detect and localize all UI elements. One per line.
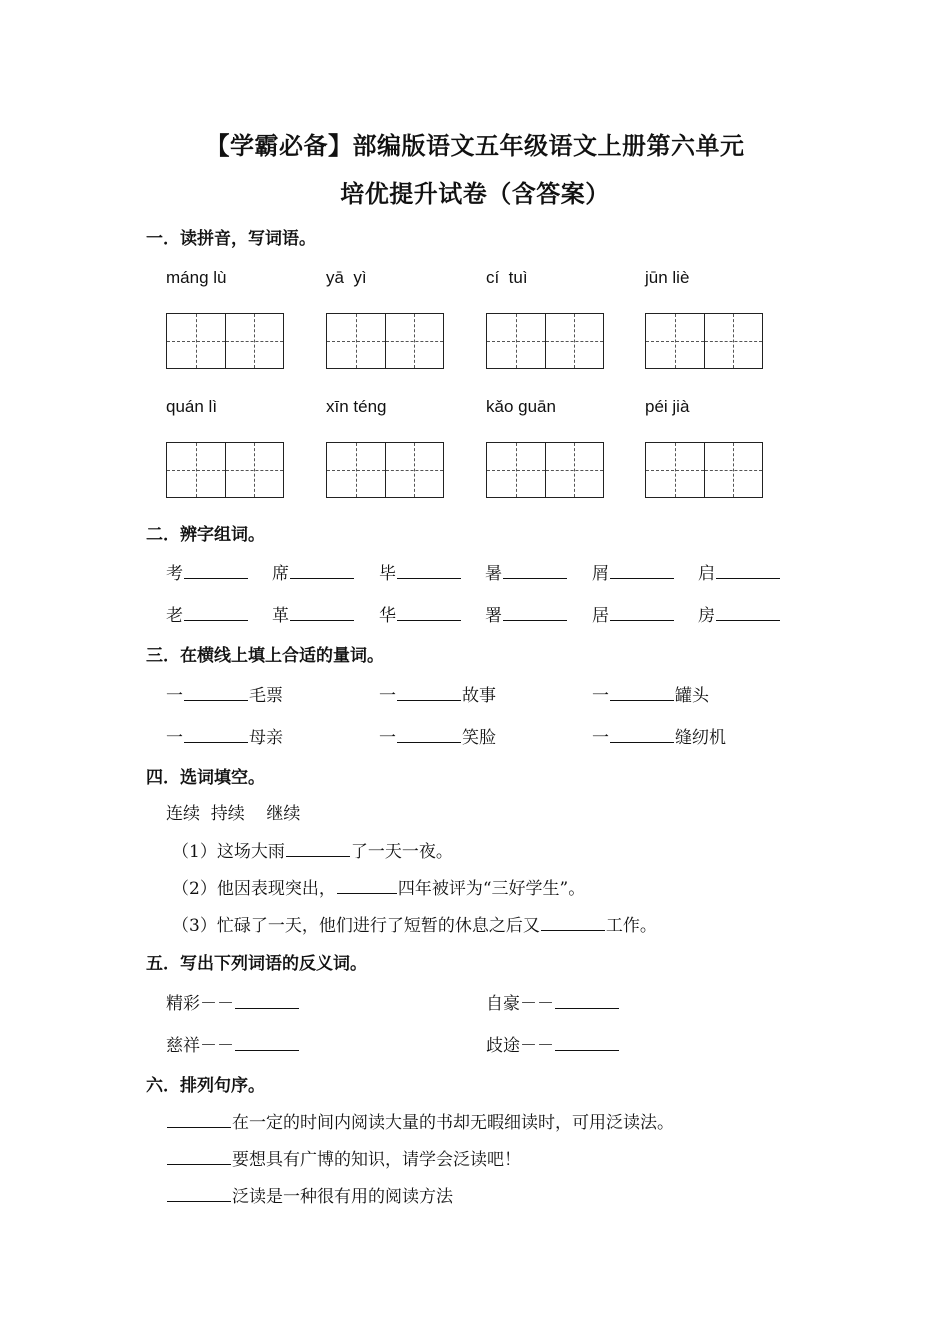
answer-blank[interactable] bbox=[235, 992, 299, 1009]
antonym-item bbox=[486, 1031, 620, 1056]
char-item bbox=[592, 559, 675, 584]
section-2-heading: 二．辨字组词。 bbox=[146, 525, 265, 545]
pinyin-label: péi jià bbox=[645, 397, 690, 416]
antonym-item bbox=[166, 1031, 300, 1056]
measure-word-item bbox=[379, 723, 496, 748]
answer-blank[interactable] bbox=[397, 684, 461, 701]
answer-blank[interactable] bbox=[610, 684, 674, 701]
word-label: 自豪－－ bbox=[486, 994, 554, 1014]
order-blank[interactable] bbox=[167, 1185, 231, 1202]
page-title-line2: 培优提升试卷（含答案） bbox=[340, 180, 610, 208]
char-item bbox=[166, 601, 249, 626]
char-item bbox=[485, 559, 568, 584]
order-blank[interactable] bbox=[167, 1111, 231, 1128]
tianzige-grid[interactable] bbox=[166, 442, 284, 498]
noun-label: 毛票 bbox=[249, 686, 283, 706]
char-item bbox=[698, 559, 781, 584]
measure-word-item bbox=[166, 681, 283, 706]
answer-blank[interactable] bbox=[541, 914, 605, 931]
tianzige-grid[interactable] bbox=[326, 313, 444, 369]
sentence-text: 在一定的时间内阅读大量的书却无暇细读时，可用泛读法。 bbox=[232, 1113, 674, 1133]
sentence-item bbox=[166, 1182, 453, 1207]
question-1 bbox=[172, 837, 453, 862]
answer-blank[interactable] bbox=[397, 562, 461, 579]
question-2 bbox=[172, 874, 585, 899]
char-label: 老 bbox=[166, 606, 183, 626]
pinyin-label: máng lù bbox=[166, 268, 227, 287]
measure-word-item bbox=[166, 723, 283, 748]
char-label: 席 bbox=[272, 564, 289, 584]
char-item bbox=[379, 559, 462, 584]
tianzige-grid[interactable] bbox=[645, 313, 763, 369]
pinyin-label: jūn liè bbox=[645, 268, 690, 287]
char-item bbox=[698, 601, 781, 626]
answer-blank[interactable] bbox=[610, 562, 674, 579]
answer-blank[interactable] bbox=[503, 562, 567, 579]
tianzige-grid[interactable] bbox=[166, 313, 284, 369]
pinyin-label: kǎo guān bbox=[486, 397, 556, 416]
answer-blank[interactable] bbox=[235, 1034, 299, 1051]
answer-blank[interactable] bbox=[555, 1034, 619, 1051]
question-text: 了一天一夜。 bbox=[350, 842, 453, 862]
char-item bbox=[485, 601, 568, 626]
word-label: 精彩－－ bbox=[166, 994, 234, 1014]
char-item bbox=[592, 601, 675, 626]
question-text: 工作。 bbox=[605, 916, 657, 936]
answer-blank[interactable] bbox=[290, 604, 354, 621]
question-text: （1）这场大雨 bbox=[172, 842, 285, 862]
prefix-yi: 一 bbox=[166, 728, 183, 748]
answer-blank[interactable] bbox=[286, 840, 350, 857]
word-choices: 连续 持续 继续 bbox=[166, 804, 301, 824]
section-6-heading: 六．排列句序。 bbox=[146, 1076, 265, 1096]
tianzige-grid[interactable] bbox=[326, 442, 444, 498]
antonym-item bbox=[166, 989, 300, 1014]
measure-word-item bbox=[592, 723, 726, 748]
question-text: （3）忙碌了一天，他们进行了短暂的休息之后又 bbox=[172, 916, 540, 936]
section-3-heading: 三．在横线上填上合适的量词。 bbox=[146, 646, 384, 666]
measure-word-item bbox=[379, 681, 496, 706]
char-item bbox=[272, 559, 355, 584]
char-label: 毕 bbox=[379, 564, 396, 584]
answer-blank[interactable] bbox=[397, 726, 461, 743]
pinyin-label: yā yì bbox=[326, 268, 367, 287]
answer-blank[interactable] bbox=[610, 726, 674, 743]
question-text: （2）他因表现突出， bbox=[172, 879, 336, 899]
pinyin-label: xīn téng bbox=[326, 397, 387, 416]
char-label: 华 bbox=[379, 606, 396, 626]
char-label: 考 bbox=[166, 564, 183, 584]
noun-label: 缝纫机 bbox=[675, 728, 726, 748]
answer-blank[interactable] bbox=[337, 877, 397, 894]
tianzige-grid[interactable] bbox=[486, 313, 604, 369]
measure-word-item bbox=[592, 681, 709, 706]
answer-blank[interactable] bbox=[184, 604, 248, 621]
answer-blank[interactable] bbox=[184, 726, 248, 743]
tianzige-grid[interactable] bbox=[645, 442, 763, 498]
char-item bbox=[379, 601, 462, 626]
answer-blank[interactable] bbox=[716, 604, 780, 621]
word-label: 歧途－－ bbox=[486, 1036, 554, 1056]
char-label: 署 bbox=[485, 606, 502, 626]
sentence-item bbox=[166, 1108, 674, 1133]
prefix-yi: 一 bbox=[379, 728, 396, 748]
prefix-yi: 一 bbox=[592, 686, 609, 706]
pinyin-label: quán lì bbox=[166, 397, 218, 416]
answer-blank[interactable] bbox=[555, 992, 619, 1009]
answer-blank[interactable] bbox=[184, 562, 248, 579]
noun-label: 笑脸 bbox=[462, 728, 496, 748]
question-3 bbox=[172, 911, 657, 936]
noun-label: 母亲 bbox=[249, 728, 283, 748]
char-label: 房 bbox=[698, 606, 715, 626]
order-blank[interactable] bbox=[167, 1148, 231, 1165]
question-text: 四年被评为“三好学生”。 bbox=[397, 879, 586, 899]
sentence-text: 泛读是一种很有用的阅读方法 bbox=[232, 1187, 453, 1207]
answer-blank[interactable] bbox=[290, 562, 354, 579]
section-4-heading: 四．选词填空。 bbox=[146, 768, 265, 788]
section-1-heading: 一．读拼音，写词语。 bbox=[146, 229, 316, 249]
antonym-item bbox=[486, 989, 620, 1014]
answer-blank[interactable] bbox=[184, 684, 248, 701]
section-5-heading: 五．写出下列词语的反义词。 bbox=[146, 954, 367, 974]
char-label: 革 bbox=[272, 606, 289, 626]
answer-blank[interactable] bbox=[397, 604, 461, 621]
pinyin-label: cí tuì bbox=[486, 268, 528, 287]
sentence-item bbox=[166, 1145, 521, 1170]
char-label: 屑 bbox=[592, 564, 609, 584]
noun-label: 故事 bbox=[462, 686, 496, 706]
prefix-yi: 一 bbox=[166, 686, 183, 706]
answer-blank[interactable] bbox=[610, 604, 674, 621]
char-label: 暑 bbox=[485, 564, 502, 584]
char-label: 居 bbox=[592, 606, 609, 626]
char-item bbox=[272, 601, 355, 626]
answer-blank[interactable] bbox=[503, 604, 567, 621]
word-label: 慈祥－－ bbox=[166, 1036, 234, 1056]
prefix-yi: 一 bbox=[379, 686, 396, 706]
page-title-line1: 【学霸必备】部编版语文五年级语文上册第六单元 bbox=[205, 132, 745, 160]
sentence-text: 要想具有广博的知识，请学会泛读吧！ bbox=[232, 1150, 521, 1170]
char-item bbox=[166, 559, 249, 584]
noun-label: 罐头 bbox=[675, 686, 709, 706]
answer-blank[interactable] bbox=[716, 562, 780, 579]
char-label: 启 bbox=[698, 564, 715, 584]
tianzige-grid[interactable] bbox=[486, 442, 604, 498]
prefix-yi: 一 bbox=[592, 728, 609, 748]
